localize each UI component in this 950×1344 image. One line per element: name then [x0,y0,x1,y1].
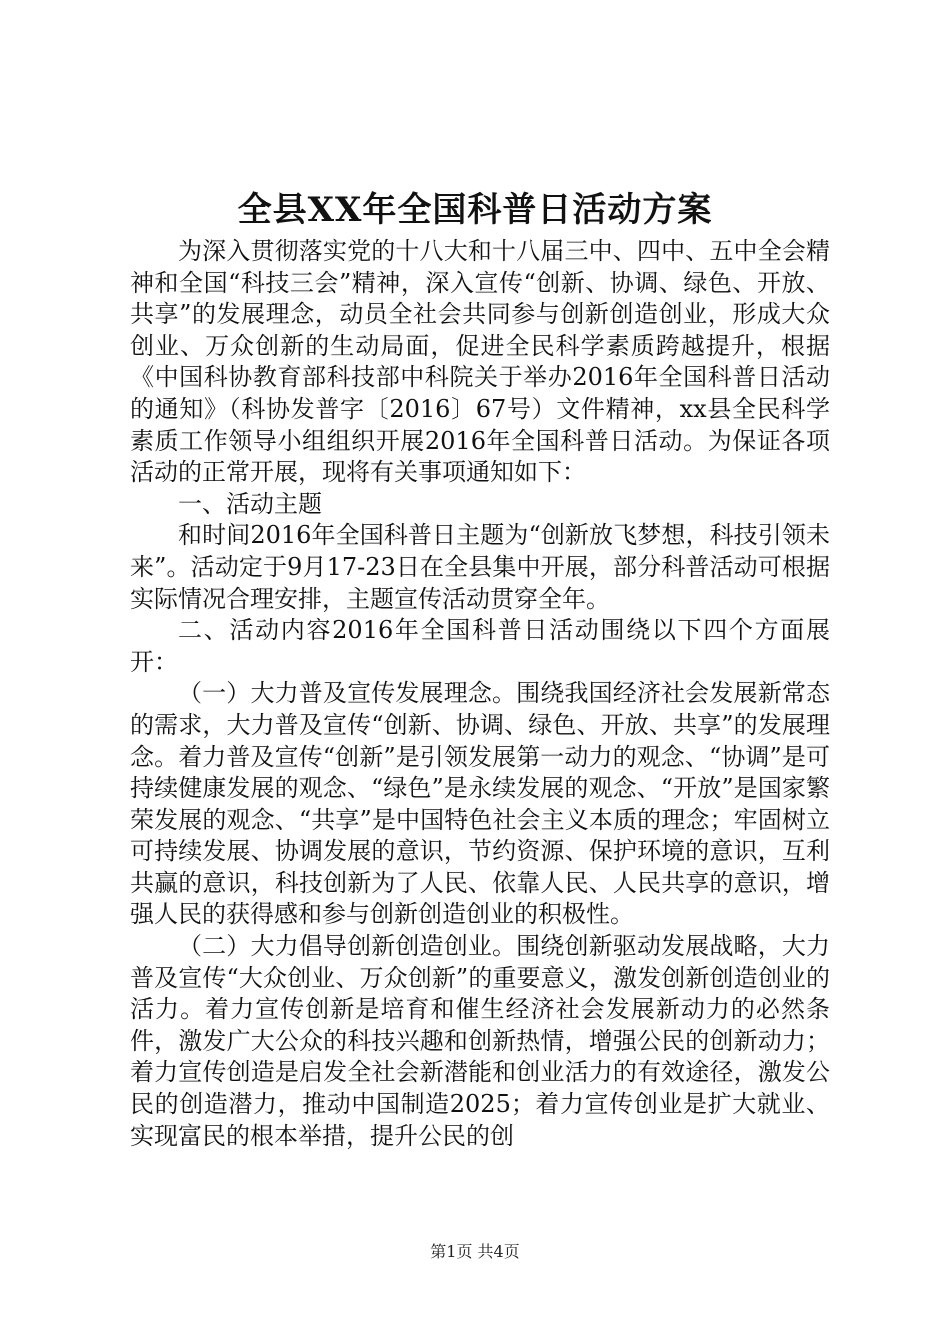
document-body [130,236,830,1152]
page-number: 第1页 共4页 [430,1242,520,1261]
heading-activity-content: 二、活动内容2016年全国科普日活动围绕以下四个方面展开： [130,616,830,676]
paragraph-intro: 为深入贯彻落实党的十八大和十八届三中、四中、五中全会精神和全国“科技三会”精神，深入宣传“创新、协调、绿色、开放、共享”的发展理念，动员全社会共同参与创新创造创业，形成大众创业、万众创新的生动局面，促进全民科学素质跨越提升，根据《中国科协教育部科技部中科院关于举办2016年全国科普日活动的通知》（科协发普字〔2016〕67号）文件精神，xx县全民科学素质工作领导小组组织开展2016年全国科普日活动。为保证各项活动的正常开展，现将有关事项通知如下： [130,237,830,487]
paragraph-section-2: （二）大力倡导创新创造创业。围绕创新驱动发展战略，大力普及宣传“大众创业、万众创新”的重要意义，激发创新创造创业的活力。着力宣传创新是培育和催生经济社会发展新动力的必然条件，激发广大公众的科技兴趣和创新热情，增强公民的创新动力；着力宣传创造是启发全社会新潜能和创业活力的有效途径，激发公民的创造潜力，推动中国制造2025；着力宣传创业是扩大就业、实现富民的根本举措，提升公民的创 [130,932,830,1150]
paragraph-section-1: （一）大力普及宣传发展理念。围绕我国经济社会发展新常态的需求，大力普及宣传“创新、协调、绿色、开放、共享”的发展理念。着力普及宣传“创新”是引领发展第一动力的观念、“协调”是可持续健康发展的观念、“绿色”是永续发展的观念、“开放”是国家繁荣发展的观念、“共享”是中国特色社会主义本质的理念；牢固树立可持续发展、协调发展的意识，节约资源、保护环境的意识，互利共赢的意识，科技创新为了人民、依靠人民、人民共享的意识，增强人民的获得感和参与创新创造创业的积极性。 [130,679,830,929]
document-title: 全县XX年全国科普日活动方案 [237,190,713,230]
paragraph-theme-time: 和时间2016年全国科普日主题为“创新放飞梦想，科技引领未来”。活动定于9月17-23日在全县集中开展，部分科普活动可根据实际情况合理安排，主题宣传活动贯穿全年。 [130,521,830,613]
heading-activity-theme: 一、活动主题 [178,489,322,518]
